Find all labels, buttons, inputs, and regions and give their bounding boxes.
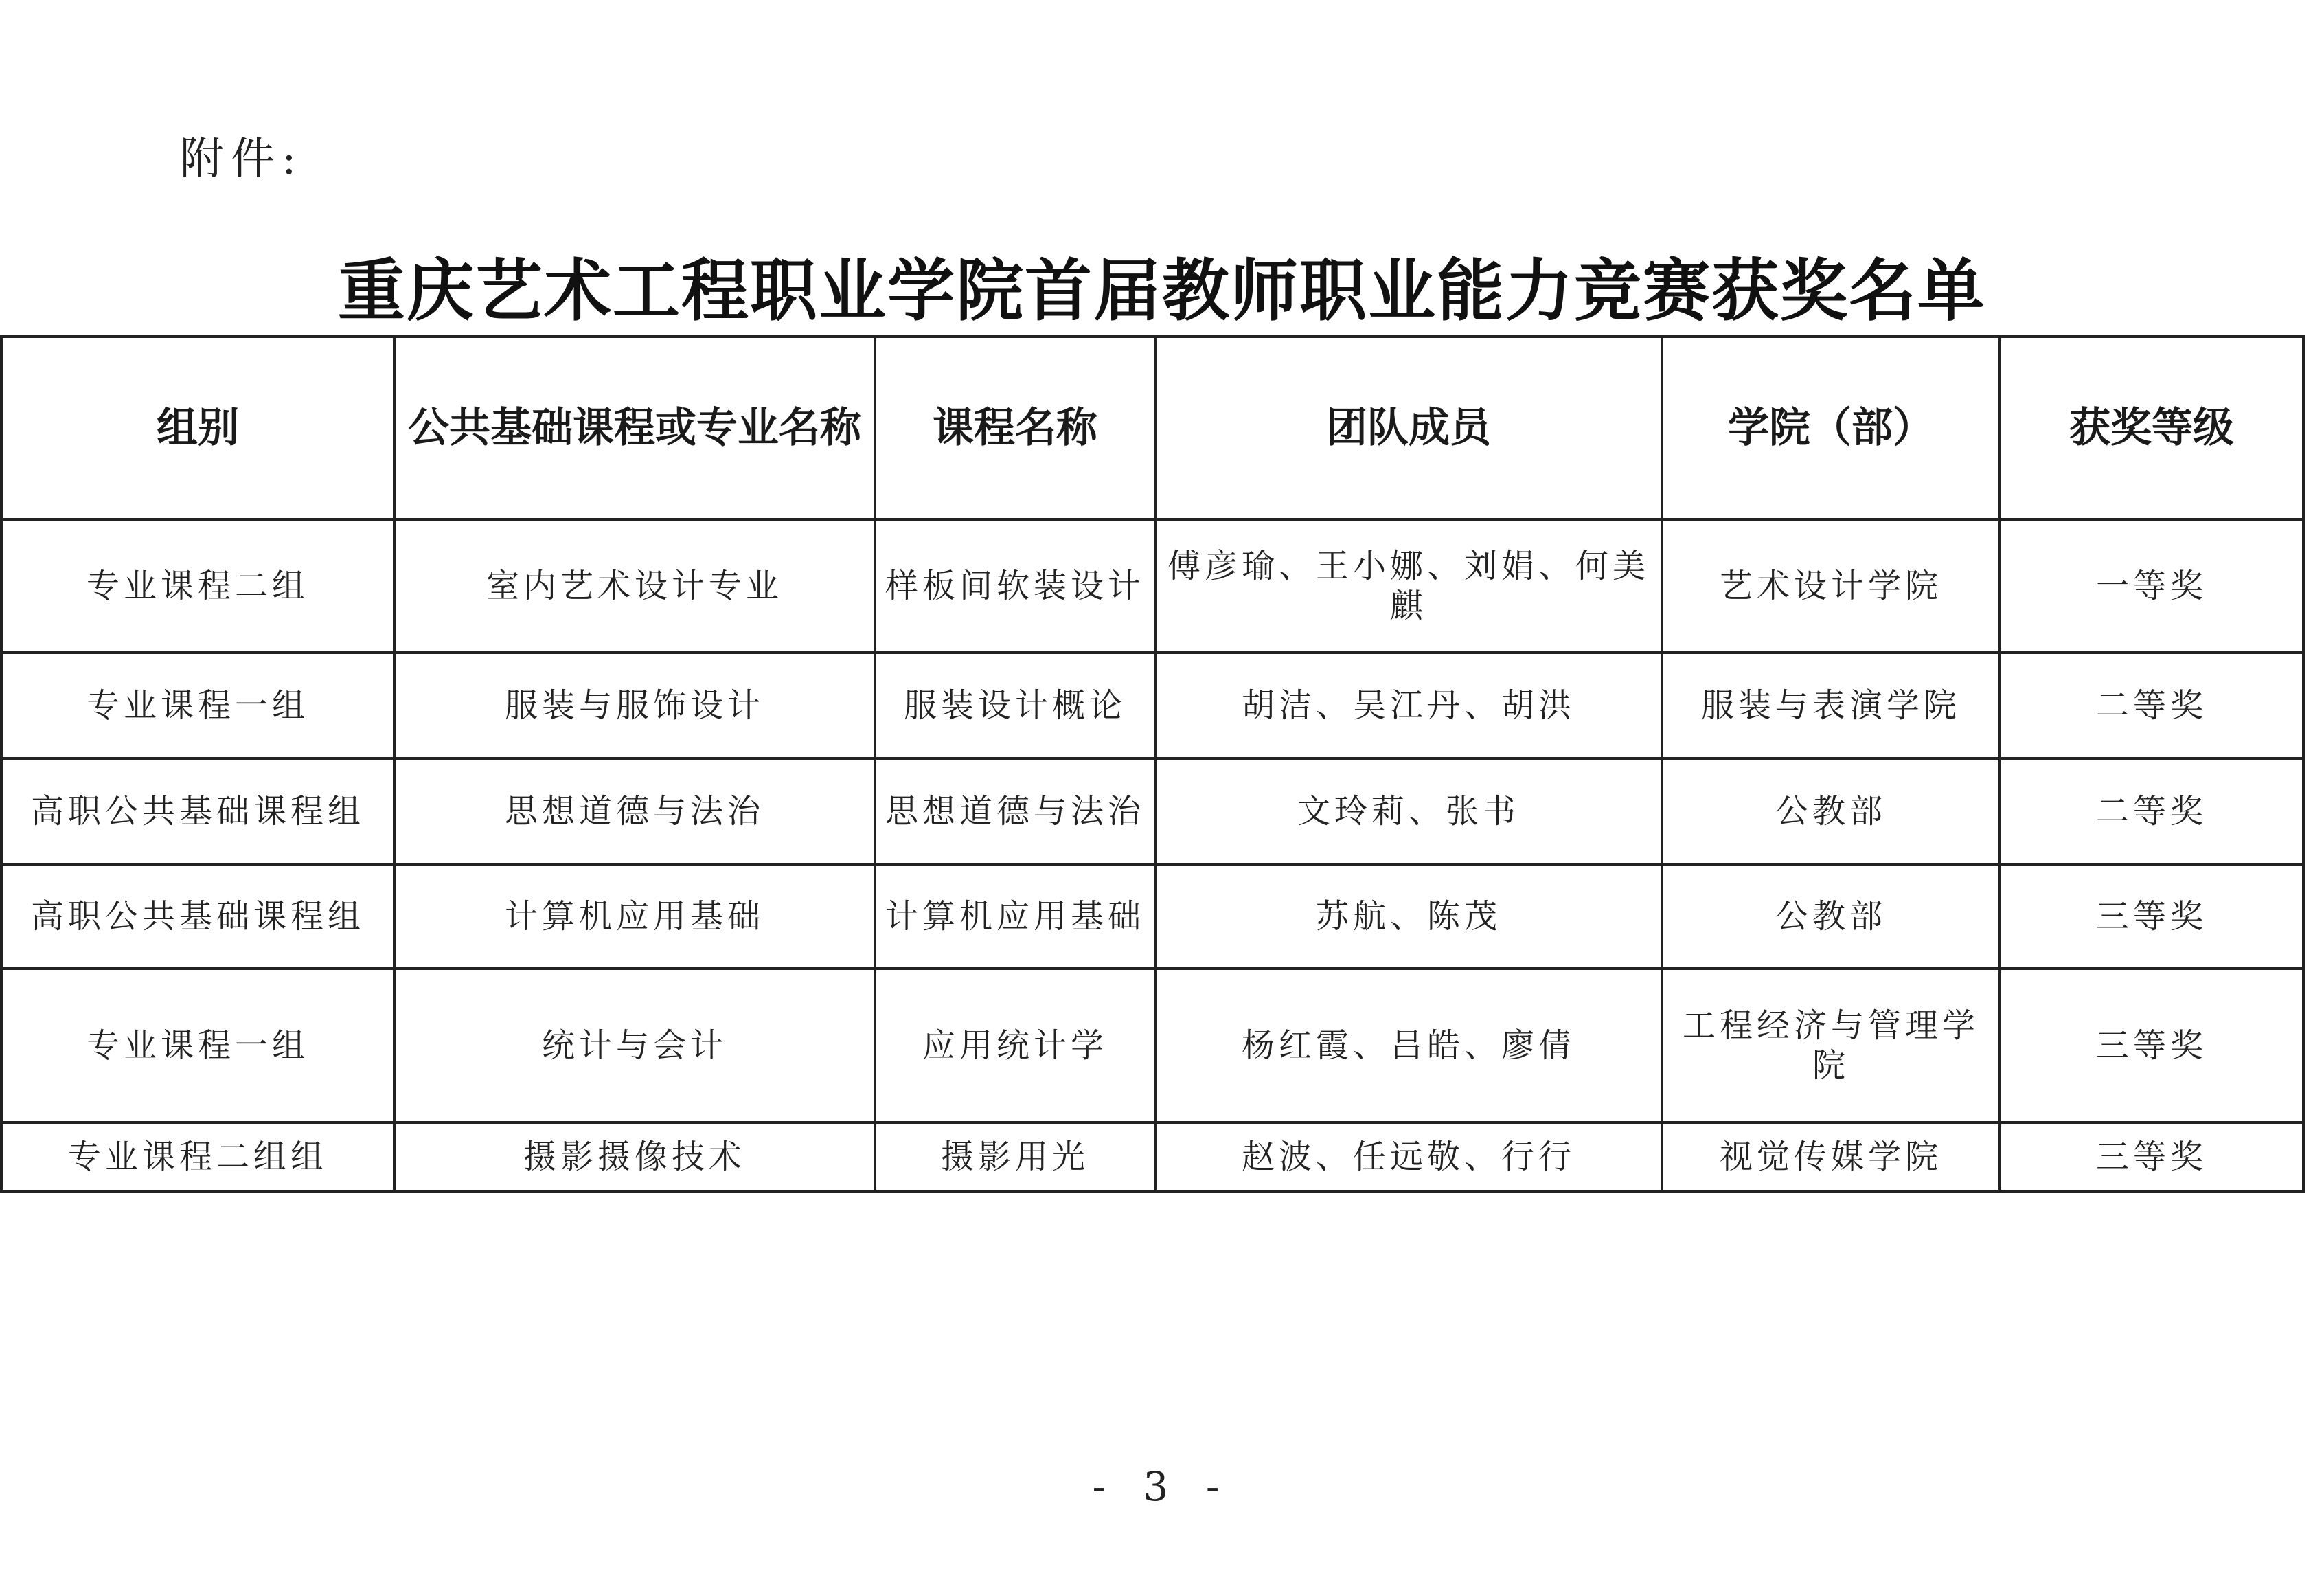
header-group: 组别 — [1, 337, 394, 519]
cell-college: 艺术设计学院 — [1662, 519, 2000, 653]
cell-team: 赵波、任远敬、行行 — [1155, 1122, 1662, 1191]
cell-course: 样板间软装设计 — [875, 519, 1155, 653]
header-college: 学院（部） — [1662, 337, 2000, 519]
cell-college: 公教部 — [1662, 864, 2000, 969]
award-table — [0, 335, 2305, 1193]
cell-college: 公教部 — [1662, 758, 2000, 864]
cell-group: 高职公共基础课程组 — [1, 864, 394, 969]
cell-major: 室内艺术设计专业 — [394, 519, 875, 653]
cell-award: 三等奖 — [2000, 864, 2303, 969]
header-award: 获奖等级 — [2000, 337, 2303, 519]
cell-team: 文玲莉、张书 — [1155, 758, 1662, 864]
table-row — [1, 519, 2303, 653]
cell-award: 三等奖 — [2000, 969, 2303, 1122]
header-major: 公共基础课程或专业名称 — [394, 337, 875, 519]
cell-team: 苏航、陈茂 — [1155, 864, 1662, 969]
cell-course: 服装设计概论 — [875, 653, 1155, 758]
cell-course: 摄影用光 — [875, 1122, 1155, 1191]
table-row — [1, 864, 2303, 969]
cell-college: 工程经济与管理学院 — [1662, 969, 2000, 1122]
cell-team: 杨红霞、吕皓、廖倩 — [1155, 969, 1662, 1122]
table-row — [1, 653, 2303, 758]
cell-course: 思想道德与法治 — [875, 758, 1155, 864]
table-header-row — [1, 337, 2303, 519]
cell-team: 胡洁、吴江丹、胡洪 — [1155, 653, 1662, 758]
table-row — [1, 969, 2303, 1122]
cell-group: 专业课程二组组 — [1, 1122, 394, 1191]
cell-major: 摄影摄像技术 — [394, 1122, 875, 1191]
table-row — [1, 758, 2303, 864]
cell-award: 二等奖 — [2000, 653, 2303, 758]
cell-course: 计算机应用基础 — [875, 864, 1155, 969]
page-title: 重庆艺术工程职业学院首届教师职业能力竞赛获奖名单 — [337, 251, 1986, 330]
cell-group: 高职公共基础课程组 — [1, 758, 394, 864]
award-table-container — [0, 335, 2302, 1193]
cell-major: 服装与服饰设计 — [394, 653, 875, 758]
cell-group: 专业课程一组 — [1, 969, 394, 1122]
page-number: - 3 - — [1092, 1463, 1232, 1510]
attachment-label: 附件: — [180, 134, 304, 185]
cell-group: 专业课程一组 — [1, 653, 394, 758]
header-course: 课程名称 — [875, 337, 1155, 519]
cell-college: 视觉传媒学院 — [1662, 1122, 2000, 1191]
cell-award: 二等奖 — [2000, 758, 2303, 864]
cell-team: 傅彦瑜、王小娜、刘娟、何美麒 — [1155, 519, 1662, 653]
table-row — [1, 1122, 2303, 1191]
cell-major: 思想道德与法治 — [394, 758, 875, 864]
cell-award: 一等奖 — [2000, 519, 2303, 653]
cell-course: 应用统计学 — [875, 969, 1155, 1122]
header-team: 团队成员 — [1155, 337, 1662, 519]
cell-major: 统计与会计 — [394, 969, 875, 1122]
cell-major: 计算机应用基础 — [394, 864, 875, 969]
cell-award: 三等奖 — [2000, 1122, 2303, 1191]
cell-college: 服装与表演学院 — [1662, 653, 2000, 758]
cell-group: 专业课程二组 — [1, 519, 394, 653]
